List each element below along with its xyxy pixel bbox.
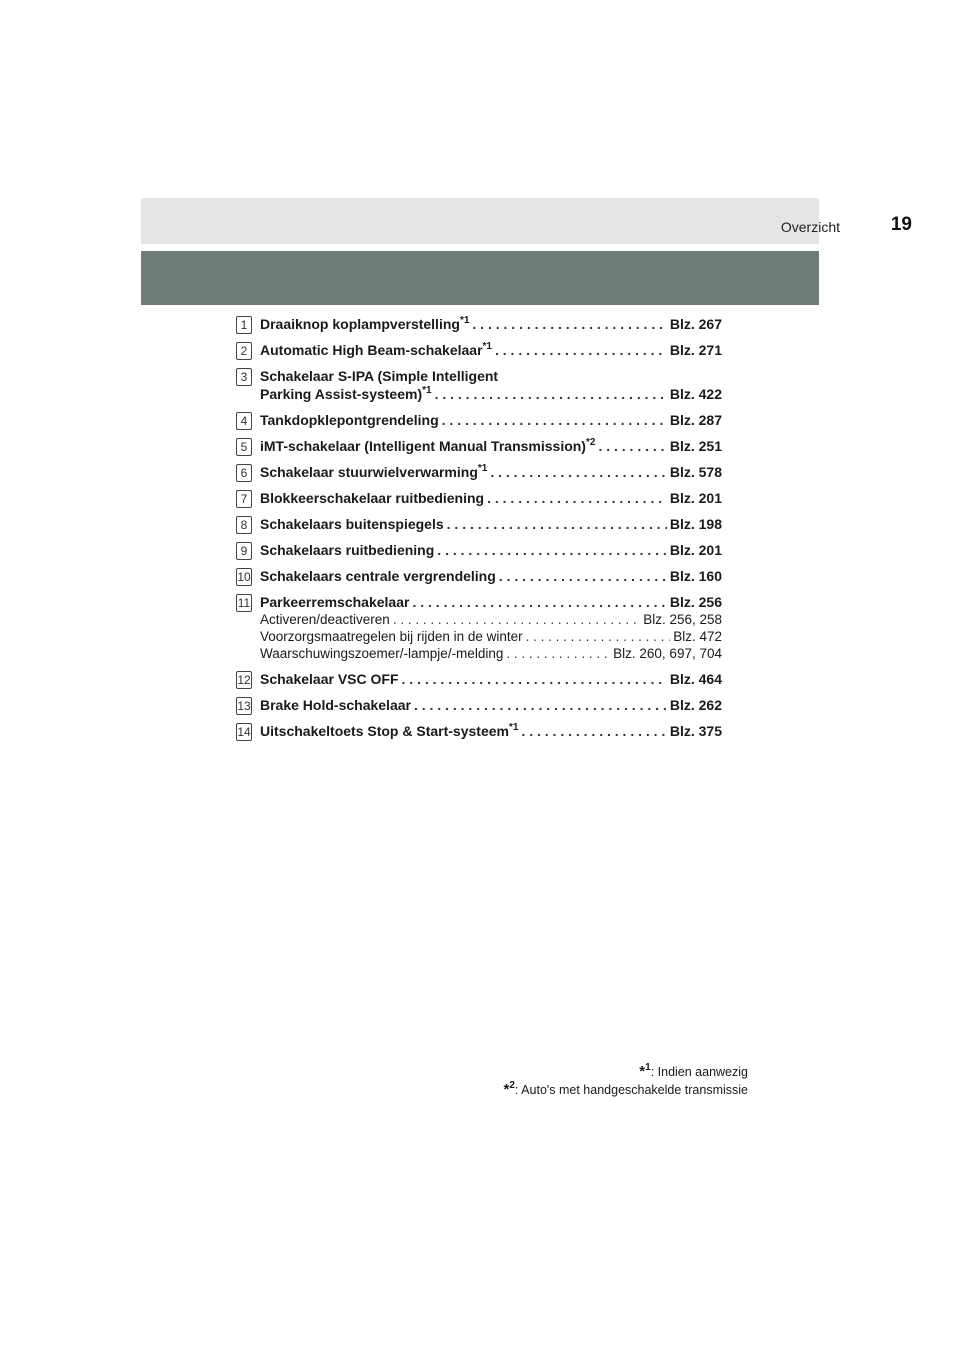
footnote-star: * <box>503 1081 510 1098</box>
page-reference[interactable]: Blz. 160 <box>669 568 722 584</box>
entry-label: Brake Hold-schakelaar <box>260 697 411 713</box>
toc-entry <box>236 341 722 359</box>
footnote-marker: *1 <box>508 722 519 733</box>
toc-entry <box>236 593 722 662</box>
entry-label: Schakelaars ruitbediening <box>260 542 435 558</box>
leader-dots <box>487 489 667 507</box>
toc-entry <box>236 541 722 559</box>
leader-dots <box>402 670 667 688</box>
callout-number: 9 <box>236 542 252 560</box>
toc-entry <box>236 696 722 714</box>
callout-number: 10 <box>237 570 251 584</box>
callout-number: 13 <box>237 699 251 713</box>
toc-subentry <box>260 611 722 628</box>
leader-dots <box>435 385 667 403</box>
callout-number: 1 <box>236 316 252 334</box>
page-reference[interactable]: Blz. 256, 258 <box>643 612 722 627</box>
subentry-label: Activeren/deactiveren <box>260 612 390 627</box>
page-reference[interactable]: Blz. 201 <box>669 542 722 558</box>
leader-dots <box>598 437 666 455</box>
footnote-marker: *1 <box>477 463 488 474</box>
callout-number: 11 <box>237 596 251 610</box>
entry-label: Schakelaar VSC OFF <box>260 671 399 687</box>
page-reference[interactable]: Blz. 578 <box>669 464 722 480</box>
callout-number: 7 <box>236 490 252 508</box>
page-reference[interactable]: Blz. 267 <box>669 316 722 332</box>
entry-label: iMT-schakelaar (Intelligent Manual Transmission) <box>260 438 586 454</box>
entry-label: Blokkeerschakelaar ruitbediening <box>260 490 485 506</box>
leader-dots <box>442 411 667 429</box>
entry-label: Uitschakeltoets Stop & Start-systeem <box>260 723 509 739</box>
entry-label: Schakelaars centrale vergrendeling <box>260 568 496 584</box>
toc-list <box>236 315 722 748</box>
footnote <box>504 1081 748 1099</box>
entry-label: Parking Assist-systeem) <box>260 386 423 402</box>
page-reference[interactable]: Blz. 287 <box>669 412 722 428</box>
callout-number: 8 <box>236 516 252 534</box>
leader-dots <box>447 515 667 533</box>
section-title: Overzicht <box>780 219 840 235</box>
callout-number: 3 <box>236 368 252 386</box>
toc-entry <box>236 515 722 533</box>
footnote-text: : Indien aanwezig <box>650 1065 748 1079</box>
page-reference[interactable]: Blz. 422 <box>669 386 722 402</box>
leader-dots <box>437 541 667 559</box>
footnote <box>504 1063 748 1081</box>
title-bar <box>141 251 819 305</box>
footnote-marker: *2 <box>585 437 596 448</box>
leader-dots <box>499 567 667 585</box>
entry-label: Automatic High Beam-schakelaar <box>260 342 483 358</box>
callout-number: 5 <box>236 438 252 456</box>
leader-dots <box>495 341 667 359</box>
footnote-marker: *1 <box>482 341 492 352</box>
page-reference[interactable]: Blz. 464 <box>669 671 722 687</box>
toc-subentry <box>260 645 722 662</box>
page-reference[interactable]: Blz. 472 <box>673 629 722 644</box>
header-band <box>141 198 819 244</box>
callout-number: 12 <box>237 673 251 687</box>
toc-entry <box>236 567 722 585</box>
entry-label: Parkeerremschakelaar <box>260 594 410 610</box>
toc-subentry <box>260 628 722 645</box>
leader-dots <box>412 593 666 611</box>
toc-entry <box>236 437 722 455</box>
subentry-label: Voorzorgsmaatregelen bij rijden in de winter <box>260 629 523 644</box>
callout-number: 14 <box>237 725 251 739</box>
toc-entry <box>236 411 722 429</box>
leader-dots <box>490 463 667 481</box>
footnotes <box>504 1063 748 1099</box>
page-reference[interactable]: Blz. 251 <box>669 438 722 454</box>
leader-dots <box>521 722 666 740</box>
footnote-number: 1 <box>645 1062 651 1073</box>
page-reference[interactable]: Blz. 271 <box>669 342 722 358</box>
entry-label: Tankdopklepontgrendeling <box>260 412 439 428</box>
leader-dots <box>414 696 667 714</box>
leader-dots <box>526 628 671 645</box>
page-reference[interactable]: Blz. 201 <box>669 490 722 506</box>
page-reference[interactable]: Blz. 198 <box>669 516 722 532</box>
entry-label-line1: Schakelaar S-IPA (Simple Intelligent <box>260 368 499 384</box>
page-reference[interactable]: Blz. 260, 697, 704 <box>613 646 722 661</box>
toc-entry <box>236 722 722 740</box>
page-reference[interactable]: Blz. 262 <box>669 697 722 713</box>
entry-label: Schakelaars buitenspiegels <box>260 516 444 532</box>
footnote-number: 2 <box>509 1080 515 1091</box>
leader-dots <box>506 645 610 662</box>
footnote-star: * <box>639 1063 646 1080</box>
leader-dots <box>472 315 666 333</box>
toc-entry <box>236 315 722 333</box>
footnote-marker: *1 <box>422 385 432 396</box>
toc-entry <box>236 463 722 481</box>
toc-entry <box>236 489 722 507</box>
subentry-label: Waarschuwingszoemer/-lampje/-melding <box>260 646 504 661</box>
callout-number: 6 <box>236 464 252 482</box>
entry-label: Schakelaar stuurwielverwarming <box>260 464 478 480</box>
page-number: 19 <box>890 214 912 235</box>
toc-entry <box>236 367 722 403</box>
entry-label: Draaiknop koplampverstelling <box>260 316 460 332</box>
page-reference[interactable]: Blz. 375 <box>669 723 722 739</box>
footnote-text: : Auto's met handgeschakelde transmissie <box>514 1083 748 1097</box>
page-reference[interactable]: Blz. 256 <box>669 594 722 610</box>
callout-number: 4 <box>236 412 252 430</box>
toc-entry <box>236 670 722 688</box>
callout-number: 2 <box>236 342 252 360</box>
leader-dots <box>393 611 640 628</box>
footnote-marker: *1 <box>459 315 470 326</box>
